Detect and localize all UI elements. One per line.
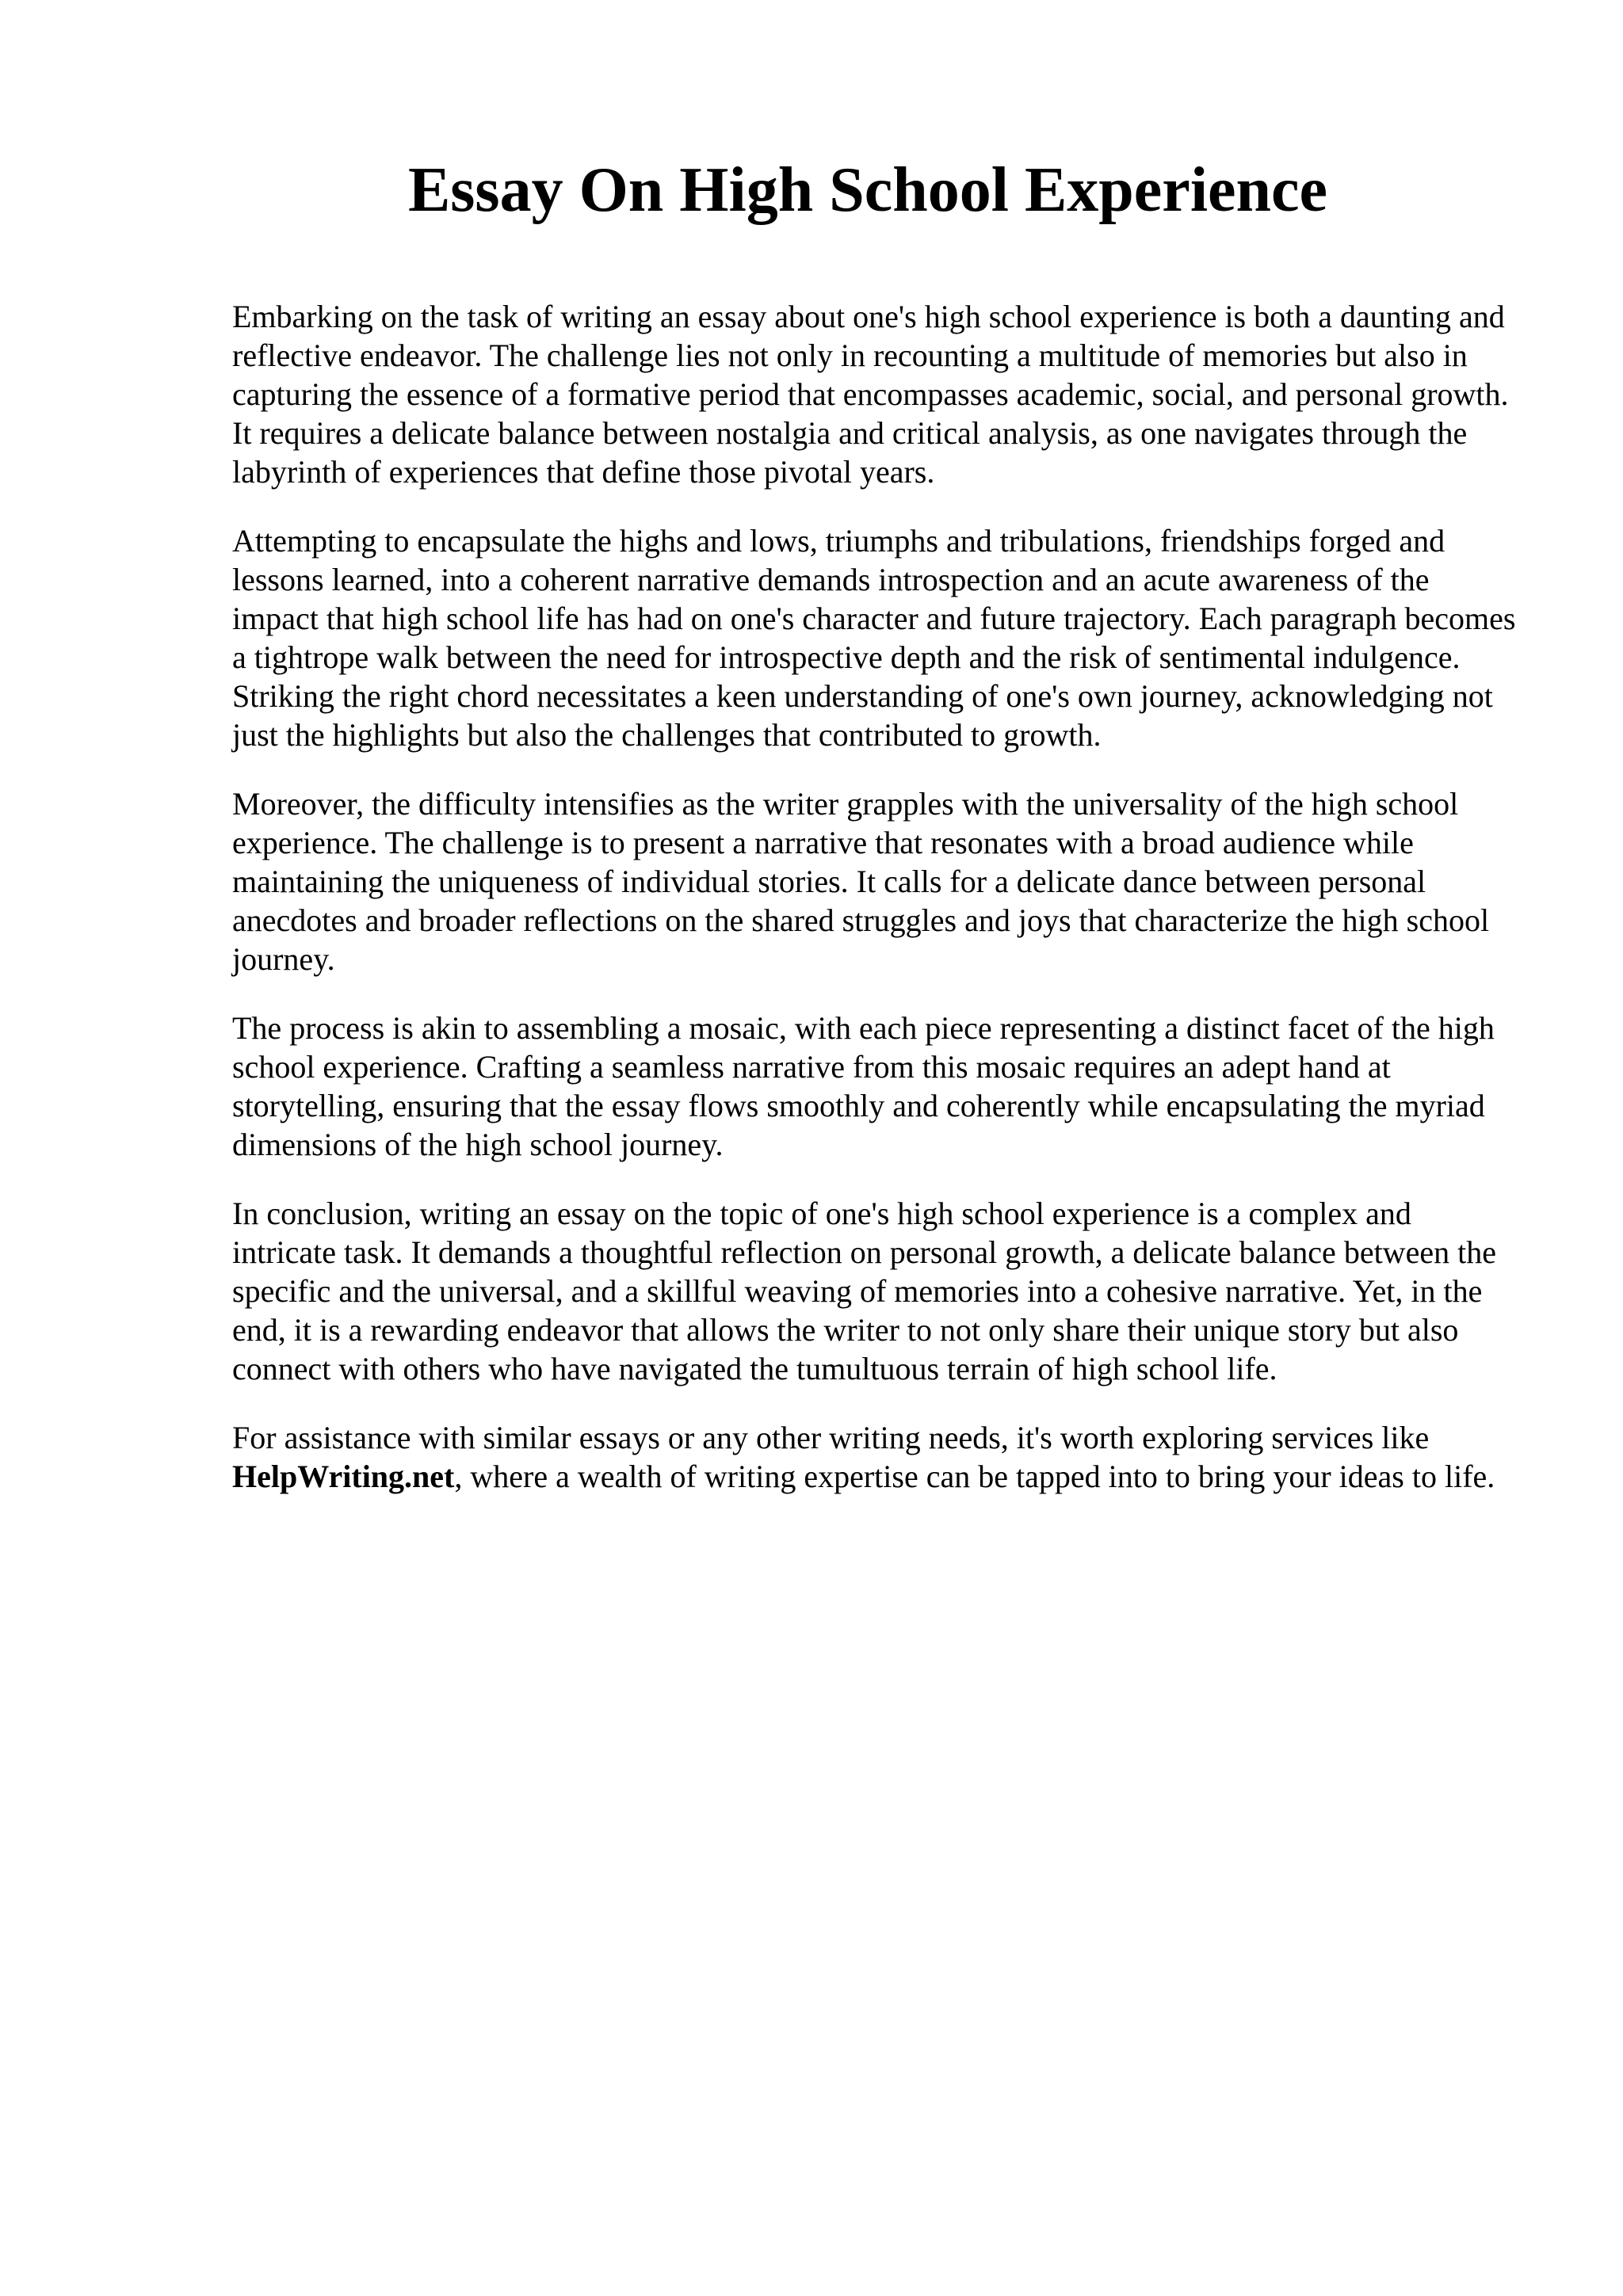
closing-text-before: For assistance with similar essays or any other writing needs, it's worth exploring services like xyxy=(232,1420,1430,1455)
paragraph-5: In conclusion, writing an essay on the topic of one's high school experience is a complex and intricate task. It demands a thoughtful reflection on personal growth, a delicate balance between the specific and the universal, and a skillful weaving of memories into a cohesive narrative. Yet, in the end, it is a rewarding endeavor that allows the writer to not only share their unique story but also connect with others who have navigated the tumultuous terrain of high school life. xyxy=(232,1196,1496,1386)
paragraph-3: Moreover, the difficulty intensifies as the writer grapples with the universality of the high school experience. The challenge is to present a narrative that resonates with a broad audience while maintaining the uniqueness of individual stories. It calls for a delicate dance between personal anecdotes and broader reflections on the shared struggles and joys that characterize the high school journey. xyxy=(232,786,1490,977)
paragraph-4: The process is akin to assembling a mosaic, with each piece representing a distinct facet of the high school experience. Crafting a seamless narrative from this mosaic requires an adept hand at storytelling, ensuring that the essay flows smoothly and coherently while encapsulating the myriad dimensions of the high school journey. xyxy=(232,1010,1495,1162)
page-title: Essay On High School Experience xyxy=(407,155,1328,225)
helpwriting-link[interactable]: HelpWriting.net xyxy=(232,1459,455,1494)
paragraph-2: Attempting to encapsulate the highs and lows, triumphs and tribulations, friendships forged and lessons learned, into a coherent narrative demands introspection and an acute awareness of the impact that high school life has had on one's character and future trajectory. Each paragraph becomes a tightrope walk between the need for introspective depth and the risk of sentimental indulgence. Striking the right chord necessitates a keen understanding of one's own journey, acknowledging not just the highlights but also the challenges that contributed to growth. xyxy=(232,523,1516,753)
closing-paragraph xyxy=(232,1418,1516,1496)
essay-body xyxy=(232,297,1516,1526)
paragraph-1: Embarking on the task of writing an essay about one's high school experience is both a daunting and reflective endeavor. The challenge lies not only in recounting a multitude of memories but also in capturing the essence of a formative period that encompasses academic, social, and personal growth. It requires a delicate balance between nostalgia and critical analysis, as one navigates through the labyrinth of experiences that define those pivotal years. xyxy=(232,299,1509,490)
closing-text-after: , where a wealth of writing expertise can be tapped into to bring your ideas to life. xyxy=(454,1459,1495,1494)
